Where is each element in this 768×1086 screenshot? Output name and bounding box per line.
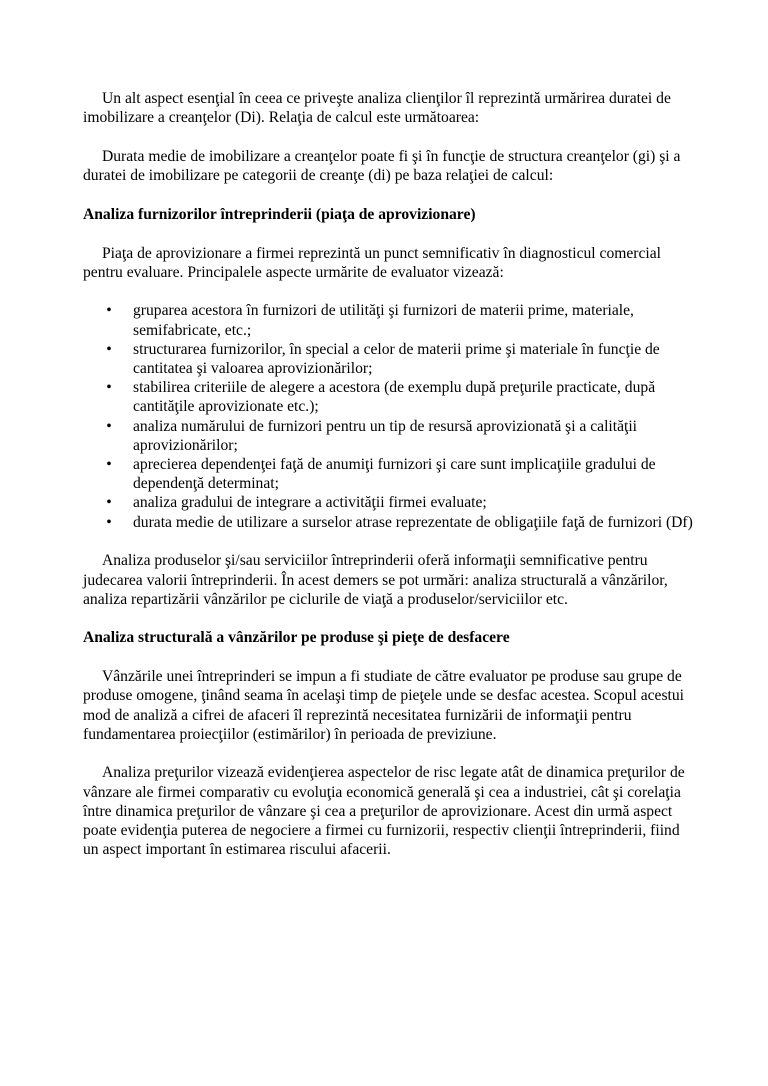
paragraph-products-analysis: Analiza produselor şi/sau serviciilor întreprinderii oferă informaţii semnificative pentru judecarea valorii întreprinderii. În acest demers se pot urmări: analiza structurală a vânzărilor, analiza repartizării vânzărilor pe ciclurile de viaţă a produselor/serviciilor etc. (83, 552, 668, 608)
list-item (83, 417, 693, 455)
bullet-icon: • (106, 513, 112, 531)
list-item (83, 455, 693, 493)
bullet-icon: • (106, 456, 112, 474)
list-item (83, 513, 693, 532)
paragraph-receivables-duration: Un alt aspect esenţial în ceea ce priveşte analiza clienţilor îl reprezintă urmărirea duratei de imobilizare a creanţelor (Di). Relaţia de calcul este următoarea: (83, 90, 671, 127)
document-page (83, 89, 693, 879)
bullet-icon: • (106, 494, 112, 512)
list-item (83, 340, 693, 378)
list-item (83, 493, 693, 512)
list-item (83, 378, 693, 416)
bullet-icon: • (106, 340, 112, 358)
heading-supplier-analysis: Analiza furnizorilor întreprinderii (piaţa de aprovizionare) (83, 205, 476, 223)
list-item-text: structurarea furnizorilor, în special a celor de materii prime şi materiale în funcţie de cantitatea şi valoarea aprovizionărilor; (133, 340, 660, 378)
heading-sales-structure: Analiza structurală a vânzărilor pe produse şi pieţe de desfacere (83, 629, 510, 647)
paragraph-price-analysis: Analiza preţurilor vizează evidenţierea aspectelor de risc legate atât de dinamica preţurilor de vânzare ale firmei comparativ cu evoluţia economică generală şi cea a industriei, cât şi corelaţia între dinamica preţurilor de vânzare şi cea a preţurilor de aprovizionare. Acest din urmă aspect poate evidenţia puterea de negociere a firmei cu furnizorii, respectiv clienţii întreprinderii, fiind un aspect important în estimarea riscului afacerii. (83, 764, 685, 859)
list-item-text: durata medie de utilizare a surselor atrase reprezentate de obligaţiile faţă de furnizori (Df) (133, 513, 693, 531)
list-item-text: gruparea acestora în furnizori de utilităţi şi furnizori de materii prime, materiale, semifabricate, etc.; (133, 302, 634, 339)
bullet-icon: • (106, 417, 112, 435)
list-item-text: analiza numărului de furnizori pentru un tip de resursă aprovizionată şi a calităţii aprovizionărilor; (133, 417, 638, 454)
list-item (83, 301, 693, 339)
list-item-text: analiza gradului de integrare a activităţii firmei evaluate; (133, 494, 487, 512)
paragraph-sales-study: Vânzările unei întreprinderi se impun a fi studiate de către evaluator pe produse sau grupe de produse omogene, ţinând seama în acelaşi timp de pieţele unde se desfac acestea. Scopul acestui mod de analiză a cifrei de afaceri îl reprezintă necesitatea furnizării de informaţii pentru fundamentarea proiecţiilor (estimărilor) în perioada de previziune. (83, 668, 684, 743)
list-item-text: stabilirea criteriile de alegere a acestora (de exemplu după preţurile practicate, după cantităţile aprovizionate etc.); (133, 379, 656, 416)
paragraph-supply-market: Piaţa de aprovizionare a firmei reprezintă un punct semnificativ în diagnosticul comercial pentru evaluare. Principalele aspecte urmărite de evaluator vizează: (83, 244, 661, 281)
bullet-icon: • (106, 379, 112, 397)
supplier-aspects-list (83, 301, 693, 531)
list-item-text: aprecierea dependenţei faţă de anumiţi furnizori şi care sunt implicaţiile gradului de dependenţă determinat; (133, 456, 656, 493)
bullet-icon: • (106, 302, 112, 320)
paragraph-average-duration: Durata medie de imobilizare a creanţelor poate fi şi în funcţie de structura creanţelor (gi) şi a duratei de imobilizare pe categorii de creanţe (di) pe baza relaţiei de calcul: (83, 147, 681, 185)
